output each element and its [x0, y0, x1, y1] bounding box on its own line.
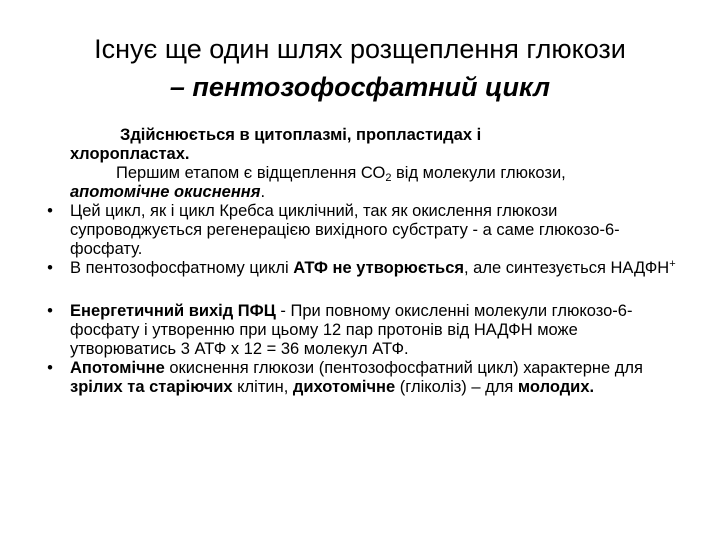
paragraph-location-line2: хлоропластах.	[70, 145, 190, 163]
co2-subscript: 2	[385, 172, 392, 184]
bullet-atp-bold: АТФ не утворюється	[293, 259, 465, 277]
first-stage-line1	[70, 164, 680, 183]
bullet-marker: •	[47, 359, 53, 377]
bullet-apotomic-text1: окиснення глюкози (пентозофосфатний цикл) характерне для	[164, 359, 643, 377]
apotomic-oxidation: апотомічне окиснення	[70, 183, 261, 201]
bullet-marker: •	[47, 302, 53, 320]
bullet-energy	[40, 302, 680, 359]
bullet-energy-bold: Енергетичний вихід ПФЦ	[70, 302, 276, 320]
spacer	[40, 278, 680, 302]
first-stage-text-a: Першим етапом є відщеплення СО	[116, 164, 386, 182]
bullet-cycle-text: Цей цикл, як і цикл Кребса циклічний, так як окислення глюкози супроводжується регенерацією вихідного субстрату - а саме глюкозо-6-фосфату.	[70, 202, 620, 258]
bullet-apotomic-bold1: Апотомічне	[70, 359, 165, 377]
first-stage-line2	[70, 183, 680, 202]
bullet-atp-text-a: В пентозофосфатному циклі	[70, 259, 294, 277]
title-line-1: Існує ще один шлях розщеплення глюкози	[94, 34, 626, 64]
bullet-apotomic-bold2: зрілих та старіючих	[70, 378, 233, 396]
bullet-atp	[40, 259, 680, 278]
bullet-atp-text-b: , але синтезується НАДФН	[464, 259, 670, 277]
nadph-superscript: +	[669, 258, 676, 270]
slide-body	[40, 126, 680, 397]
bullet-apotomic	[40, 359, 680, 397]
bullet-cycle	[40, 202, 680, 259]
title-line-2: – пентозофосфатний цикл	[169, 72, 551, 102]
paragraph-location	[40, 126, 680, 164]
bullet-marker: •	[47, 202, 53, 220]
bullet-energy-text: - При повному окисленні молекули глюкозо-6-фосфату і утворенню при цьому 12 пар протонів від НАДФН може утворюватись 3 АТФ х 12 = 36 молекул АТФ.	[70, 302, 633, 358]
first-stage-period: .	[260, 183, 266, 201]
slide-title	[0, 30, 720, 106]
paragraph-location-line1: Здійснюється в цитоплазмі, пропластидах і	[120, 126, 482, 144]
bullet-apotomic-text3: (гліколіз) – для	[395, 378, 518, 396]
bullet-apotomic-text2: клітин,	[232, 378, 293, 396]
first-stage-text-b: від молекули глюкози,	[391, 164, 566, 182]
bullet-apotomic-bold4: молодих.	[517, 378, 595, 396]
paragraph-first-stage	[40, 164, 680, 202]
bullet-marker: •	[47, 259, 53, 277]
bullet-apotomic-bold3: дихотомічне	[292, 378, 396, 396]
